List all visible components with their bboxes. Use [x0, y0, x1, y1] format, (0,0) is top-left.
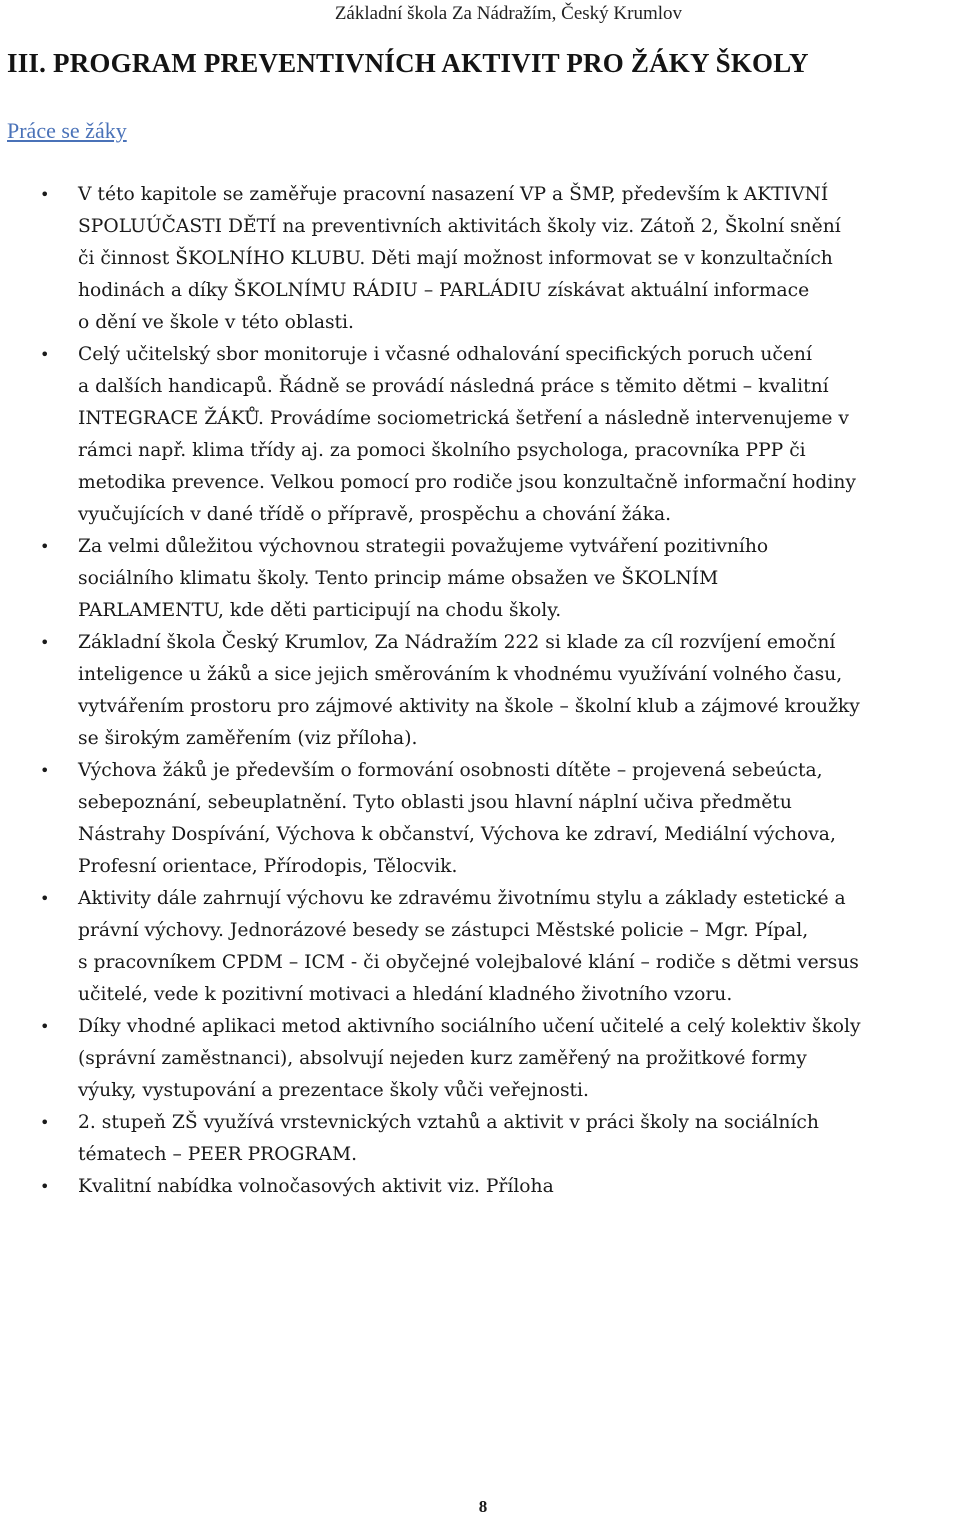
list-item	[0, 1011, 958, 1107]
list-item-line: právní výchovy. Jednorázové besedy se zástupci Městské policie – Mgr. Pípal,	[78, 920, 809, 941]
bullet-icon: •	[40, 633, 50, 652]
bullet-icon: •	[40, 345, 50, 364]
list-item	[0, 1107, 958, 1171]
list-item-line: Kvalitní nabídka volnočasových aktivit viz. Příloha	[78, 1176, 554, 1197]
list-item-line: V této kapitole se zaměřuje pracovní nasazení VP a ŠMP, především k AKTIVNÍ	[78, 184, 829, 205]
bullet-icon: •	[40, 1017, 50, 1036]
list-item-line: inteligence u žáků a sice jejich směrováním k vhodnému využívání volného času,	[78, 664, 843, 685]
list-item	[0, 1171, 958, 1203]
list-item	[0, 179, 958, 339]
list-item	[0, 755, 958, 883]
bullet-icon: •	[40, 537, 50, 556]
list-item-line: vytvářením prostoru pro zájmové aktivity na škole – školní klub a zájmové kroužky	[78, 696, 860, 717]
list-item-line: hodinách a díky ŠKOLNÍMU RÁDIU – PARLÁDIU získávat aktuální informace	[78, 280, 810, 301]
list-item-line: sebepoznání, sebeuplatnění. Tyto oblasti jsou hlavní náplní učiva předmětu	[78, 792, 792, 813]
section-heading: III. PROGRAM PREVENTIVNÍCH AKTIVIT PRO ŽÁKY ŠKOLY	[7, 48, 809, 78]
list-item-line: sociálního klimatu školy. Tento princip máme obsažen ve ŠKOLNÍM	[78, 568, 719, 589]
list-item-line: a dalších handicapů. Řádně se provádí následná práce s těmito dětmi – kvalitní	[78, 376, 829, 397]
list-item-line: Celý učitelský sbor monitoruje i včasné odhalování specifických poruch učení	[78, 344, 812, 365]
list-item-line: metodika prevence. Velkou pomocí pro rodiče jsou konzultačně informační hodiny	[78, 472, 856, 493]
list-item-line: Díky vhodné aplikaci metod aktivního sociálního učení učitelé a celý kolektiv školy	[78, 1016, 861, 1037]
bullet-icon: •	[40, 889, 50, 908]
list-item	[0, 627, 958, 755]
bullet-list	[0, 179, 958, 1203]
list-item-line: vyučujících v dané třídě o přípravě, prospěchu a chování žáka.	[78, 504, 672, 525]
list-item-line: 2. stupeň ZŠ využívá vrstevnických vztahů a aktivit v práci školy na sociálních	[78, 1112, 819, 1133]
list-item	[0, 531, 958, 627]
list-item-line: výuky, vystupování a prezentace školy vůči veřejnosti.	[78, 1080, 589, 1101]
list-item-line: Nástrahy Dospívání, Výchova k občanství, Výchova ke zdraví, Mediální výchova,	[78, 824, 836, 845]
list-item	[0, 883, 958, 1011]
list-item	[0, 339, 958, 531]
bullet-icon: •	[40, 185, 50, 204]
list-item-line: (správní zaměstnanci), absolvují nejeden kurz zaměřený na prožitkové formy	[78, 1048, 807, 1069]
list-item-line: s pracovníkem CPDM – ICM - či obyčejné volejbalové klání – rodiče s dětmi versus	[78, 952, 859, 973]
list-item-line: rámci např. klima třídy aj. za pomoci školního psychologa, pracovníka PPP či	[78, 440, 806, 461]
list-item-line: PARLAMENTU, kde děti participují na chodu školy.	[78, 600, 562, 621]
list-item-line: či činnost ŠKOLNÍHO KLUBU. Děti mají možnost informovat se v konzultačních	[78, 248, 833, 269]
list-item-line: SPOLUÚČASTI DĚTÍ na preventivních aktivitách školy viz. Zátoň 2, Školní snění	[78, 216, 841, 237]
list-item-line: Profesní orientace, Přírodopis, Tělocvik.	[78, 856, 458, 877]
page-header: Základní škola Za Nádražím, Český Krumlov	[334, 3, 682, 24]
bullet-icon: •	[40, 1177, 50, 1196]
list-item-line: tématech – PEER PROGRAM.	[78, 1144, 358, 1165]
list-item-line: Za velmi důležitou výchovnou strategii považujeme vytváření pozitivního	[78, 536, 769, 557]
list-item-line: Výchova žáků je především o formování osobnosti dítěte – projevená sebeúcta,	[78, 760, 823, 781]
bullet-icon: •	[40, 1113, 50, 1132]
list-item-line: Základní škola Český Krumlov, Za Nádražím 222 si klade za cíl rozvíjení emoční	[78, 632, 836, 653]
list-item-line: o dění ve škole v této oblasti.	[78, 312, 354, 333]
page-number: 8	[478, 1497, 488, 1516]
subsection-heading-link[interactable]: Práce se žáky	[7, 118, 127, 143]
list-item-line: INTEGRACE ŽÁKŮ. Provádíme sociometrická šetření a následně intervenujeme v	[78, 408, 849, 429]
bullet-icon: •	[40, 761, 50, 780]
list-item-line: se širokým zaměřením (viz příloha).	[78, 728, 418, 749]
list-item-line: Aktivity dále zahrnují výchovu ke zdravému životnímu stylu a základy estetické a	[78, 888, 846, 909]
list-item-line: učitelé, vede k pozitivní motivaci a hledání kladného životního vzoru.	[78, 984, 733, 1005]
